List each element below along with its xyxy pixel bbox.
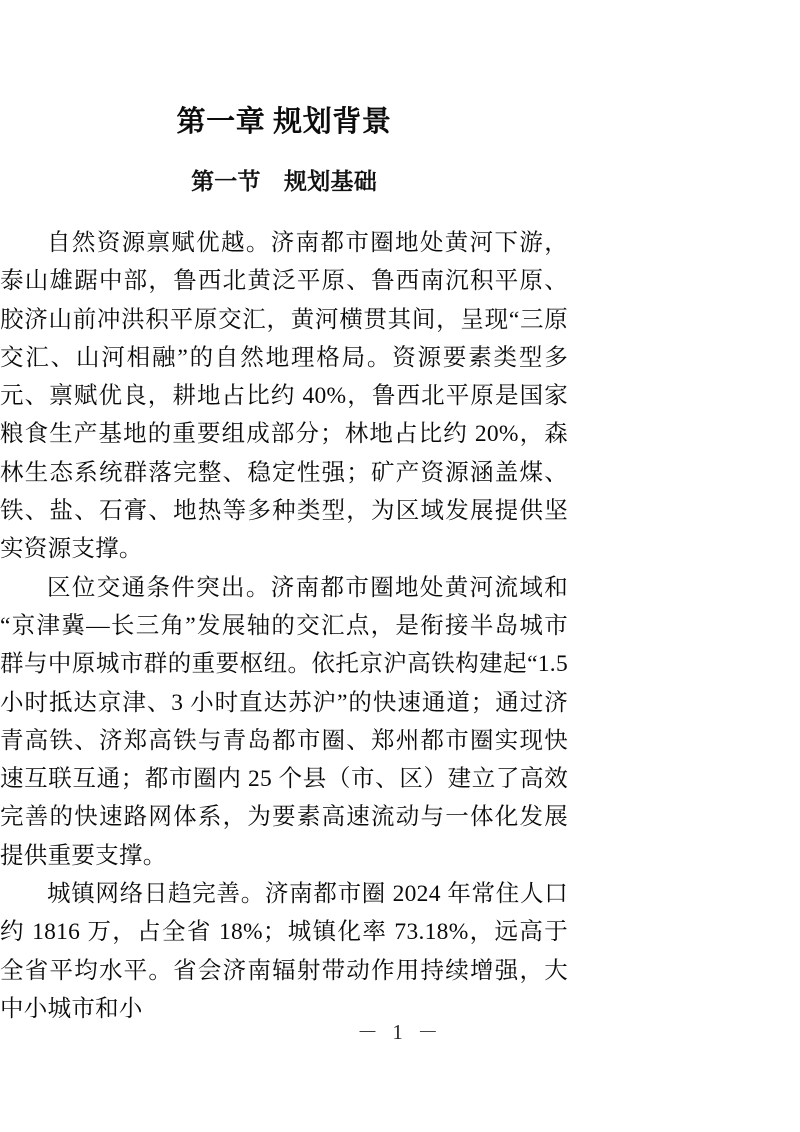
chapter-title: 第一章 规划背景 (176, 106, 392, 138)
body-text-block (0, 224, 568, 1028)
paragraph-transport-location: 区位交通条件突出。济南都市圈地处黄河流域和“京津冀—长三角”发展轴的交汇点，是衔接半岛城市群与中原城市群的重要枢纽。依托京沪高铁构建起“1.5 小时抵达京津、3 小时直达苏沪”的快速通道；通过济青高铁、济郑高铁与青岛都市圈、郑州都市圈实现快速互联互通；都市圈内 25 个县（市、区）建立了高效完善的快速路网体系，为要素高速流动与一体化发展提供重要支撑。 (0, 574, 568, 869)
paragraph-natural-resources: 自然资源禀赋优越。济南都市圈地处黄河下游，泰山雄踞中部，鲁西北黄泛平原、鲁西南沉积平原、胶济山前冲洪积平原交汇，黄河横贯其间，呈现“三原交汇、山河相融”的自然地理格局。资源要素类型多元、禀赋优良，耕地占比约 40%，鲁西北平原是国家粮食生产基地的重要组成部分；林地占比约 20%，森林生态系统群落完整、稳定性强；矿产资源涵盖煤、铁、盐、石膏、地热等多种类型，为区域发展提供坚实资源支撑。 (0, 230, 568, 563)
page-number-footer: － 1 － (356, 1020, 444, 1044)
section-title: 第一节 规划基础 (191, 168, 377, 194)
paragraph-urban-network: 城镇网络日趋完善。济南都市圈 2024 年常住人口约 1816 万，占全省 18%；城镇化率 73.18%，远高于全省平均水平。省会济南辐射带动作用持续增强，大中小城市和小 (0, 881, 568, 1022)
